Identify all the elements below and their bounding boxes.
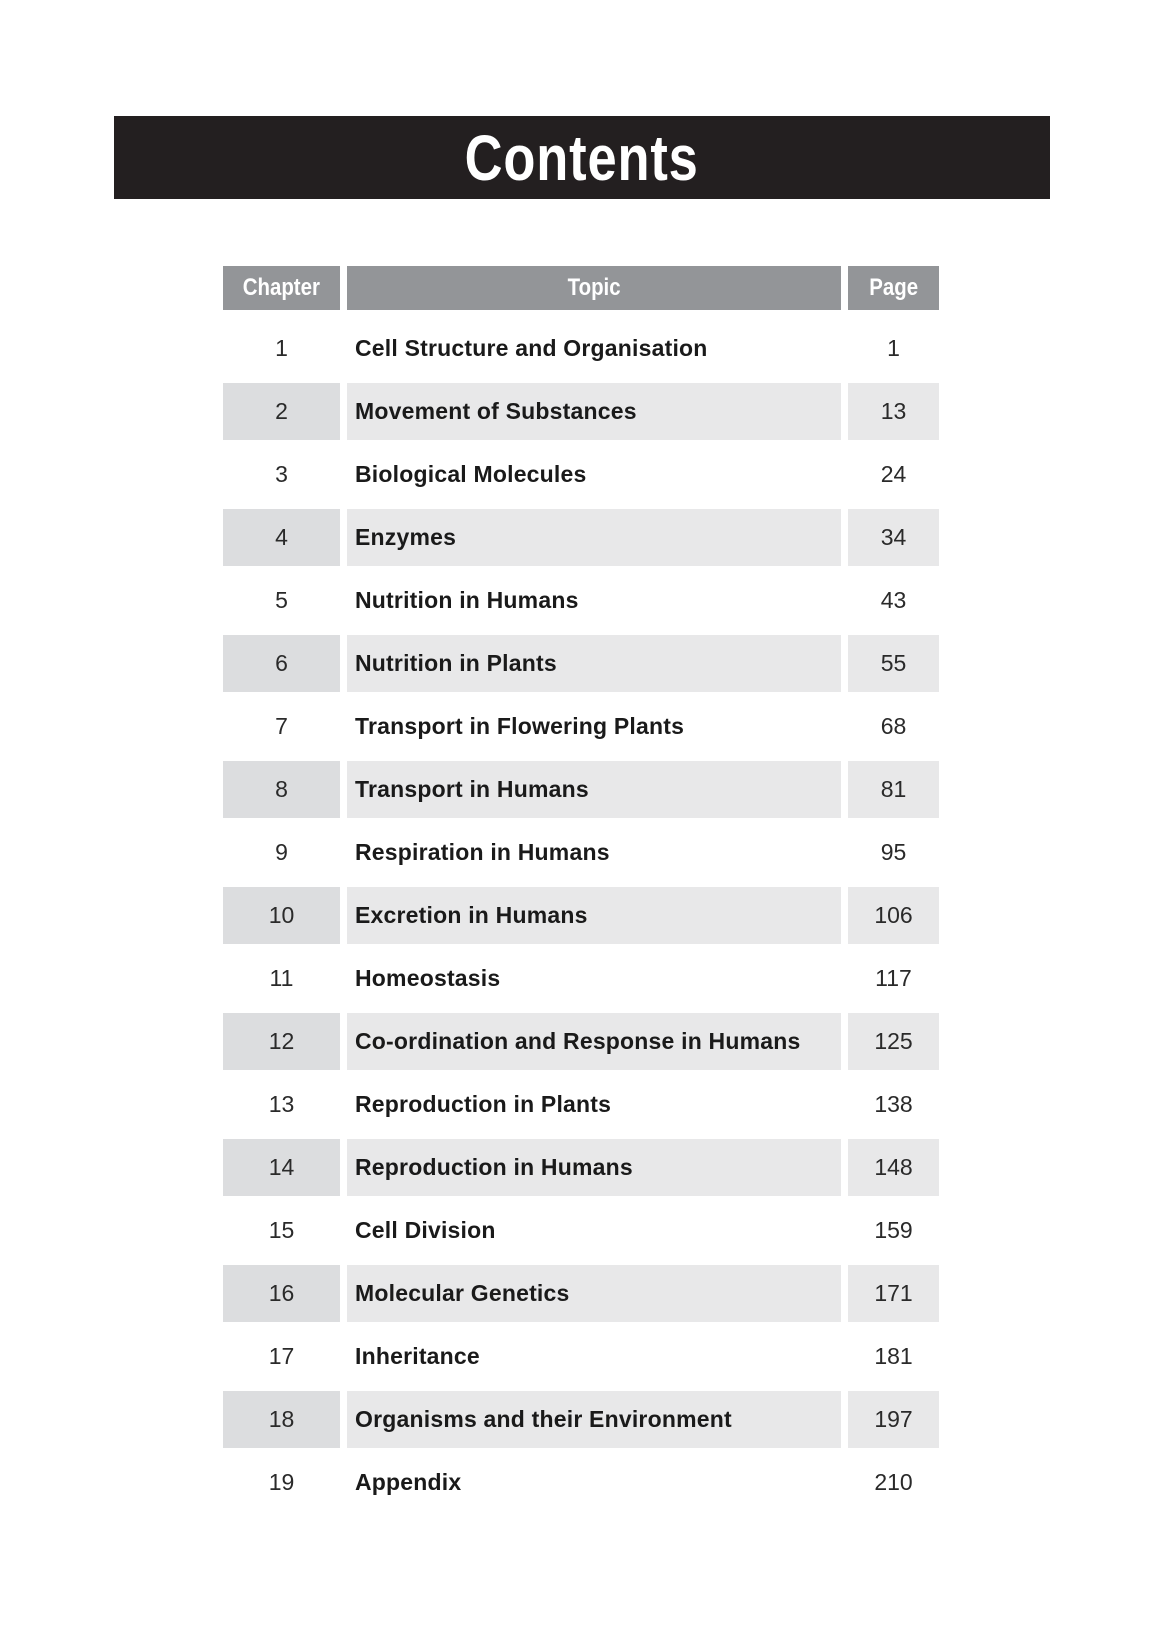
chapter-number: 2 bbox=[223, 383, 340, 440]
topic-title[interactable]: Nutrition in Humans bbox=[355, 587, 579, 613]
chapter-number: 16 bbox=[223, 1265, 340, 1322]
chapter-number: 12 bbox=[223, 1013, 340, 1070]
chapter-number: 11 bbox=[269, 965, 294, 991]
page-number: 24 bbox=[880, 461, 907, 487]
topic-title[interactable]: Enzymes bbox=[347, 509, 841, 566]
topic-title[interactable]: Appendix bbox=[355, 1469, 462, 1495]
page-number: 34 bbox=[848, 509, 939, 566]
topic-title[interactable]: Cell Division bbox=[355, 1217, 496, 1243]
table-row[interactable] bbox=[223, 761, 939, 818]
page-number: 138 bbox=[874, 1091, 913, 1117]
page-number: 55 bbox=[848, 635, 939, 692]
page-number: 1 bbox=[887, 335, 900, 361]
page-number: 197 bbox=[848, 1391, 939, 1448]
chapter-number: 9 bbox=[275, 839, 288, 865]
table-row[interactable] bbox=[223, 1076, 939, 1133]
topic-title[interactable]: Organisms and their Environment bbox=[347, 1391, 841, 1448]
table-row[interactable] bbox=[223, 1139, 939, 1196]
topic-title[interactable]: Inheritance bbox=[355, 1343, 480, 1369]
table-row[interactable] bbox=[223, 1454, 939, 1511]
table-row[interactable] bbox=[223, 1391, 939, 1448]
chapter-number: 4 bbox=[223, 509, 340, 566]
table-row[interactable] bbox=[223, 887, 939, 944]
header-topic bbox=[347, 266, 841, 310]
page-number: 148 bbox=[848, 1139, 939, 1196]
topic-title[interactable]: Cell Structure and Organisation bbox=[355, 335, 708, 361]
chapter-number: 18 bbox=[223, 1391, 340, 1448]
page-number: 181 bbox=[874, 1343, 913, 1369]
table-body bbox=[223, 320, 939, 1511]
page-number: 106 bbox=[848, 887, 939, 944]
chapter-number: 17 bbox=[268, 1343, 295, 1369]
page-number: 117 bbox=[875, 965, 912, 991]
chapter-number: 1 bbox=[275, 335, 288, 361]
page-number: 95 bbox=[880, 839, 907, 865]
table-row[interactable] bbox=[223, 698, 939, 755]
table-row[interactable] bbox=[223, 1328, 939, 1385]
topic-title[interactable]: Excretion in Humans bbox=[347, 887, 841, 944]
chapter-number: 10 bbox=[223, 887, 340, 944]
table-row[interactable] bbox=[223, 446, 939, 503]
table-row[interactable] bbox=[223, 1265, 939, 1322]
page-number: 210 bbox=[874, 1469, 913, 1495]
topic-title[interactable]: Reproduction in Plants bbox=[355, 1091, 612, 1117]
topic-title[interactable]: Respiration in Humans bbox=[355, 839, 610, 865]
page-title: Contents bbox=[465, 121, 699, 194]
header-topic-label: Topic bbox=[567, 274, 621, 301]
page-number: 43 bbox=[880, 587, 907, 613]
topic-title[interactable]: Nutrition in Plants bbox=[347, 635, 841, 692]
topic-title[interactable]: Molecular Genetics bbox=[347, 1265, 841, 1322]
table-row[interactable] bbox=[223, 572, 939, 629]
table-row[interactable] bbox=[223, 509, 939, 566]
chapter-number: 19 bbox=[268, 1469, 295, 1495]
table-row[interactable] bbox=[223, 635, 939, 692]
topic-title[interactable]: Movement of Substances bbox=[347, 383, 841, 440]
table-header bbox=[223, 266, 939, 310]
topic-title[interactable]: Homeostasis bbox=[355, 965, 501, 991]
page-number: 81 bbox=[848, 761, 939, 818]
page-number: 13 bbox=[848, 383, 939, 440]
chapter-number: 6 bbox=[223, 635, 340, 692]
page-number: 171 bbox=[848, 1265, 939, 1322]
table-row[interactable] bbox=[223, 950, 939, 1007]
table-row[interactable] bbox=[223, 1013, 939, 1070]
chapter-number: 7 bbox=[275, 713, 288, 739]
header-page-label: Page bbox=[869, 274, 918, 301]
chapter-number: 8 bbox=[223, 761, 340, 818]
table-row[interactable] bbox=[223, 383, 939, 440]
contents-table bbox=[223, 266, 939, 1517]
header-page bbox=[848, 266, 939, 310]
chapter-number: 5 bbox=[275, 587, 288, 613]
page-number: 125 bbox=[848, 1013, 939, 1070]
topic-title[interactable]: Transport in Humans bbox=[347, 761, 841, 818]
contents-banner bbox=[114, 116, 1050, 199]
chapter-number: 13 bbox=[268, 1091, 295, 1117]
table-row[interactable] bbox=[223, 1202, 939, 1259]
topic-title[interactable]: Reproduction in Humans bbox=[347, 1139, 841, 1196]
table-row[interactable] bbox=[223, 320, 939, 377]
header-chapter-label: Chapter bbox=[242, 274, 321, 301]
topic-title[interactable]: Transport in Flowering Plants bbox=[355, 713, 685, 739]
header-chapter bbox=[223, 266, 340, 310]
page-number: 68 bbox=[880, 713, 907, 739]
table-row[interactable] bbox=[223, 824, 939, 881]
page-number: 159 bbox=[874, 1217, 913, 1243]
chapter-number: 15 bbox=[268, 1217, 295, 1243]
topic-title[interactable]: Biological Molecules bbox=[355, 461, 587, 487]
chapter-number: 3 bbox=[275, 461, 288, 487]
topic-title[interactable]: Co-ordination and Response in Humans bbox=[347, 1013, 841, 1070]
chapter-number: 14 bbox=[223, 1139, 340, 1196]
